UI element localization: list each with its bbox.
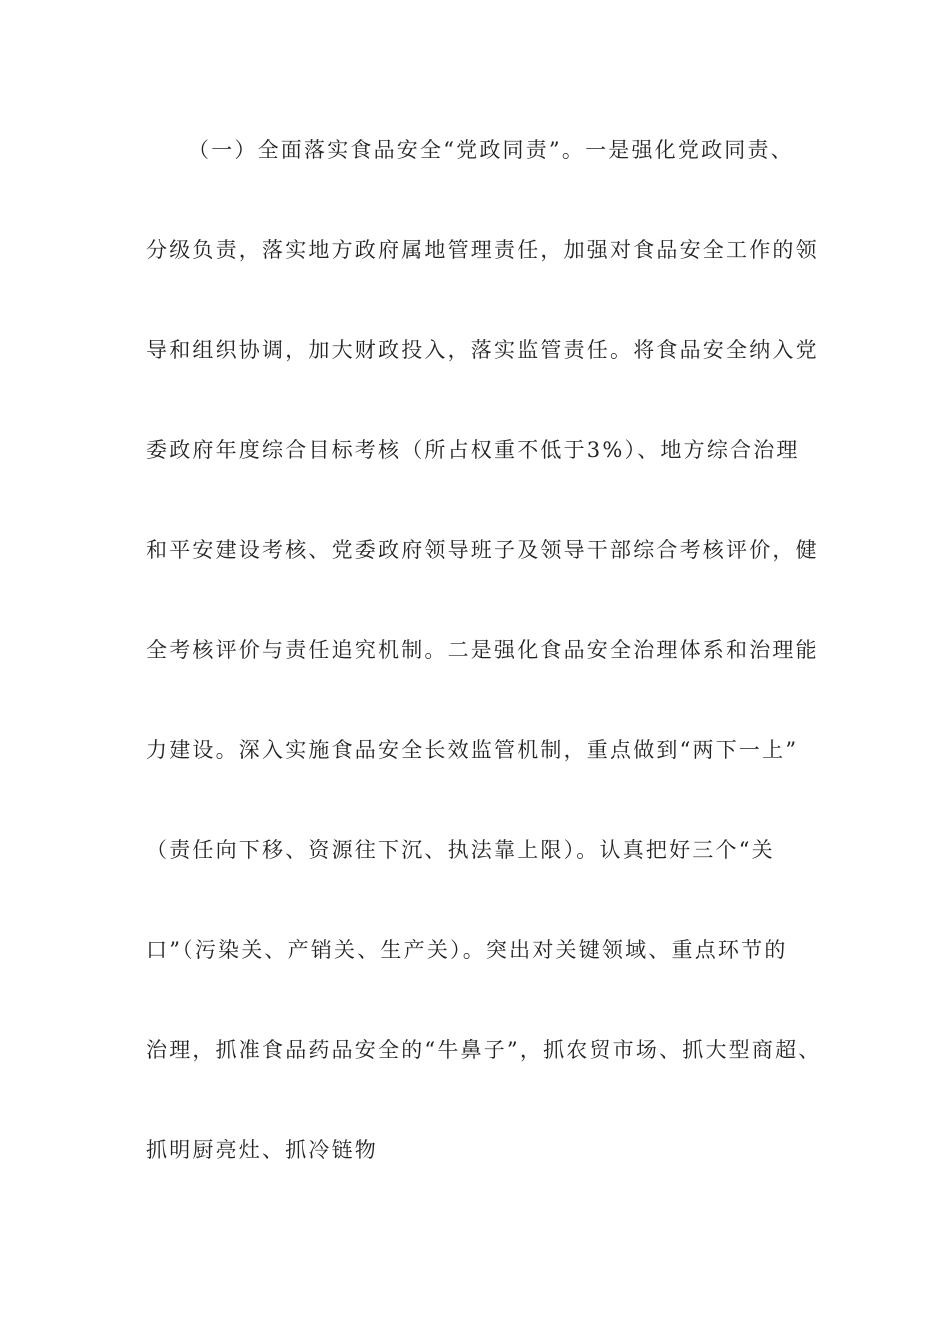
paragraph-line-7: 力建设。深入实施食品安全长效监管机制，重点做到“两下一上” <box>146 738 799 762</box>
paragraph-line-1: （一）全面落实食品安全“党政同责”。一是强化党政同责、 <box>188 138 794 162</box>
paragraph-line-11: 抓明厨亮灶、抓冷链物 <box>146 1138 378 1162</box>
paragraph-line-8: （责任向下移、资源往下沉、执法靠上限）。认真把好三个“关 <box>146 838 775 862</box>
paragraph-line-10: 治理，抓准食品药品安全的“牛鼻子”，抓农贸市场、抓大型商超、 <box>146 1038 822 1062</box>
paragraph-line-6: 全考核评价与责任追究机制。二是强化食品安全治理体系和治理能 <box>146 638 819 662</box>
paragraph-line-3: 导和组织协调，加大财政投入，落实监管责任。将食品安全纳入党 <box>146 338 819 362</box>
paragraph-line-9: 口”（污染关、产销关、生产关）。突出对关键领域、重点环节的 <box>146 938 788 962</box>
paragraph-line-2: 分级负责，落实地方政府属地管理责任，加强对食品安全工作的领 <box>146 238 819 262</box>
paragraph-line-5: 和平安建设考核、党委政府领导班子及领导干部综合考核评价，健 <box>146 538 819 562</box>
paragraph-line-4: 委政府年度综合目标考核（所占权重不低于3%）、地方综合治理 <box>146 438 800 462</box>
